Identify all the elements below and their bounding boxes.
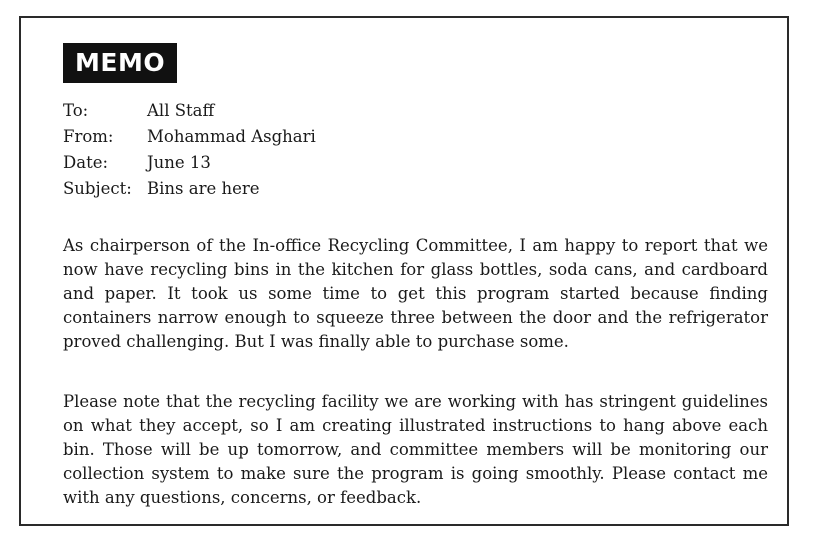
body-paragraph-1: As chairperson of the In-office Recycling Committee, I am happy to report that we now have recycling bins in the kitchen for glass bottles, soda cans, and cardboard and paper. It took us some time to get this program started because finding containers narrow enough to squeeze three between the door and the refrigerator proved challenging. But I was finally able to purchase some.	[63, 236, 768, 351]
header-value-to: All Staff	[147, 101, 215, 120]
header-value-date: June 13	[147, 153, 211, 172]
header-label-subject: Subject:	[63, 179, 132, 198]
memo-header	[63, 98, 316, 202]
header-row-subject	[63, 176, 316, 202]
header-row-from	[63, 124, 316, 150]
header-label-date: Date:	[63, 153, 109, 172]
memo-frame	[19, 16, 789, 526]
header-label-from: From:	[63, 127, 114, 146]
header-row-date	[63, 150, 316, 176]
header-label-to: To:	[63, 101, 89, 120]
header-value-subject: Bins are here	[147, 179, 260, 198]
body-paragraph-2: Please note that the recycling facility we are working with has stringent guidelines on what they accept, so I am creating illustrated instructions to hang above each bin. Those will be up tomorrow, and committee members will be monitoring our collection system to make sure the program is going smoothly. Please contact me with any questions, concerns, or feedback.	[63, 392, 768, 507]
header-value-from: Mohammad Asghari	[147, 127, 316, 146]
header-row-to	[63, 98, 316, 124]
memo-badge: MEMO	[63, 43, 177, 83]
